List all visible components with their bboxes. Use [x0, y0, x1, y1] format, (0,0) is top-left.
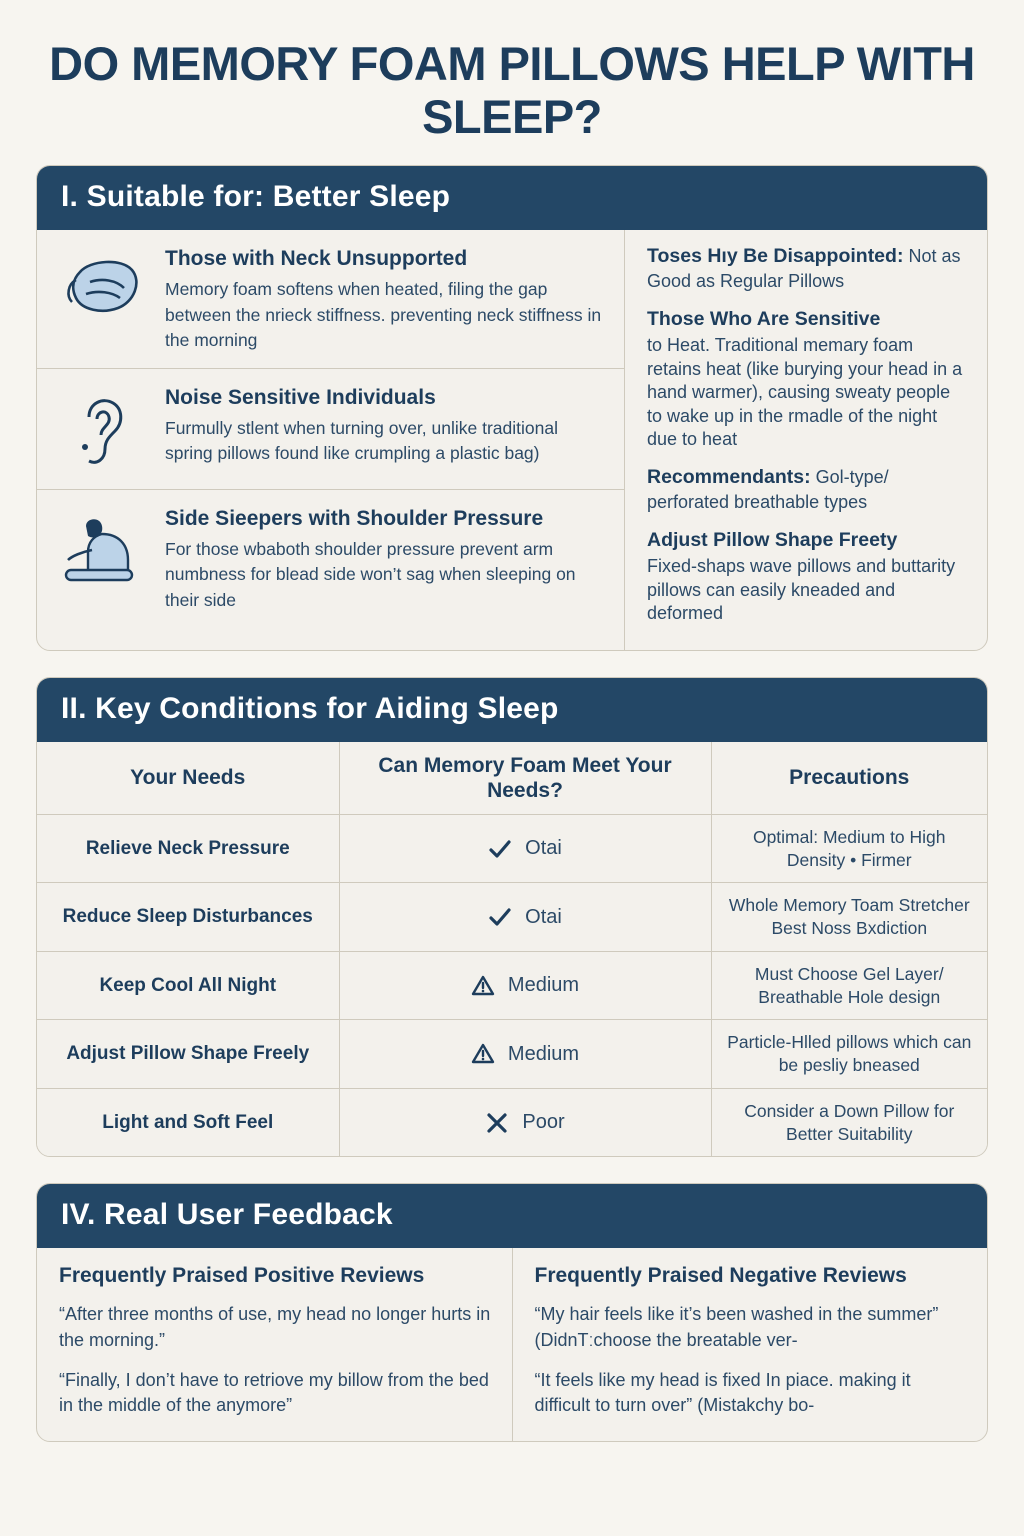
row-precaution: Consider a Down Pillow for Better Suitability — [711, 1088, 987, 1156]
table-header-row — [37, 742, 987, 815]
feature-title: Those with Neck Unsupported — [165, 247, 468, 271]
warning-item — [647, 465, 969, 514]
row-verdict — [339, 1020, 711, 1089]
check-icon — [488, 837, 512, 861]
warning-item — [647, 307, 969, 451]
warning-item — [647, 244, 969, 293]
review-quote: “My hair feels like it’s been washed in the summer” (DidnTːchoose the breatable ver- — [534, 1304, 939, 1350]
row-verdict — [339, 1088, 711, 1156]
row-need: Reduce Sleep Disturbances — [37, 883, 339, 952]
section-1-feature-list — [37, 230, 625, 649]
feature-item — [37, 369, 624, 490]
section-4-header: IV. Real User Feedback — [37, 1184, 987, 1248]
row-verdict — [339, 951, 711, 1020]
row-verdict — [339, 814, 711, 883]
feature-item — [37, 230, 624, 368]
section-2-header: II. Key Conditions for Aiding Sleep — [37, 678, 987, 742]
warning-item — [647, 528, 969, 626]
section-suitable-for — [36, 165, 988, 650]
table-row — [37, 1088, 987, 1156]
feature-desc: Furmully stlent when turning over, unlike traditional spring pillows found like crumpling a plastic bag) — [165, 417, 558, 464]
check-icon — [488, 905, 512, 929]
section-user-feedback — [36, 1183, 988, 1441]
column-header-meets: Can Memory Foam Meet Your Needs? — [339, 742, 711, 815]
column-header-needs: Your Needs — [37, 742, 339, 815]
feature-desc: For those wbaboth shoulder pressure prevent arm numbness for blead side won’t sag when sleeping on their side — [165, 538, 576, 610]
verdict-label: Otai — [525, 905, 562, 928]
row-verdict — [339, 883, 711, 952]
section-1-warnings — [625, 230, 987, 649]
row-need: Relieve Neck Pressure — [37, 814, 339, 883]
feature-title: Side Sieepers with Shoulder Pressure — [165, 506, 544, 530]
verdict-label: Otai — [525, 837, 562, 860]
review-quote: “Finally, I don’t have to retriove my billow from the bed in the middle of the anymore” — [59, 1369, 489, 1416]
row-precaution: Whole Memory Toam Stretcher Best Noss Bxdiction — [711, 883, 987, 952]
positive-reviews-column — [37, 1248, 513, 1440]
row-precaution: Optimal: Medium to High Density • Firmer — [711, 814, 987, 883]
negative-reviews-column — [513, 1248, 988, 1440]
warning-title: Those Who Are Sensitive — [647, 307, 881, 330]
warning-title: Toses Hıy Be Disappointed: — [647, 245, 904, 268]
side-sleeper-icon — [55, 506, 151, 613]
positive-reviews-title: Frequently Praised Positive Reviews — [59, 1264, 425, 1288]
column-header-precautions: Precautions — [711, 742, 987, 815]
section-key-conditions — [36, 677, 988, 1158]
verdict-label: Medium — [507, 1042, 580, 1065]
page-title: DO MEMORY FOAM PILLOWS HELP WITH SLEEP? — [49, 37, 975, 143]
warning-body: to Heat. Traditional memary foam retains heat (like burying your head in a hand warmer), causing sweaty people to wake up in the rmadle of the night due to heat — [647, 335, 963, 449]
row-precaution: Must Choose Gel Layer/ Breathable Hole design — [711, 951, 987, 1020]
feature-item — [37, 490, 624, 627]
table-row — [37, 814, 987, 883]
warning-icon — [471, 1042, 495, 1066]
review-quote: “It feels like my head is fixed In piace. making it difficult to turn over” (Mistakchy bo- — [534, 1369, 911, 1416]
table-row — [37, 951, 987, 1020]
feature-desc: Memory foam softens when heated, filing the gap between the nrieck stiffness. preventing neck stiffness in the morning — [165, 279, 602, 351]
row-need: Light and Soft Feel — [37, 1088, 339, 1156]
warning-icon — [471, 974, 495, 998]
warning-body: Not as Good as Regular Pillows — [647, 246, 961, 291]
verdict-label: Medium — [507, 974, 580, 997]
pillow-icon — [55, 246, 151, 353]
feature-title: Noise Sensitive Individuals — [165, 385, 436, 409]
ear-icon — [55, 385, 151, 475]
cross-icon — [485, 1111, 509, 1135]
negative-reviews-title: Frequently Praised Negative Reviews — [534, 1264, 907, 1288]
warning-body: Fixed-shaps wave pillows and buttarity pillows can easily kneaded and deformed — [647, 556, 956, 624]
row-precaution: Particle-Hlled pillows which can be pesliy bneased — [711, 1020, 987, 1089]
warning-title: Adjust Pillow Shape Freety — [647, 529, 898, 552]
review-quote: “After three months of use, my head no longer hurts in the morning.” — [59, 1304, 491, 1350]
warning-title: Recommendants: — [647, 466, 811, 489]
verdict-label: Poor — [522, 1111, 565, 1134]
conditions-table — [37, 742, 987, 1157]
table-row — [37, 1020, 987, 1089]
section-1-header: I. Suitable for: Better Sleep — [37, 166, 987, 230]
row-need: Adjust Pillow Shape Freely — [37, 1020, 339, 1089]
row-need: Keep Cool All Night — [37, 951, 339, 1020]
table-row — [37, 883, 987, 952]
warning-body: Gol-type/ perforated breathable types — [647, 467, 889, 512]
